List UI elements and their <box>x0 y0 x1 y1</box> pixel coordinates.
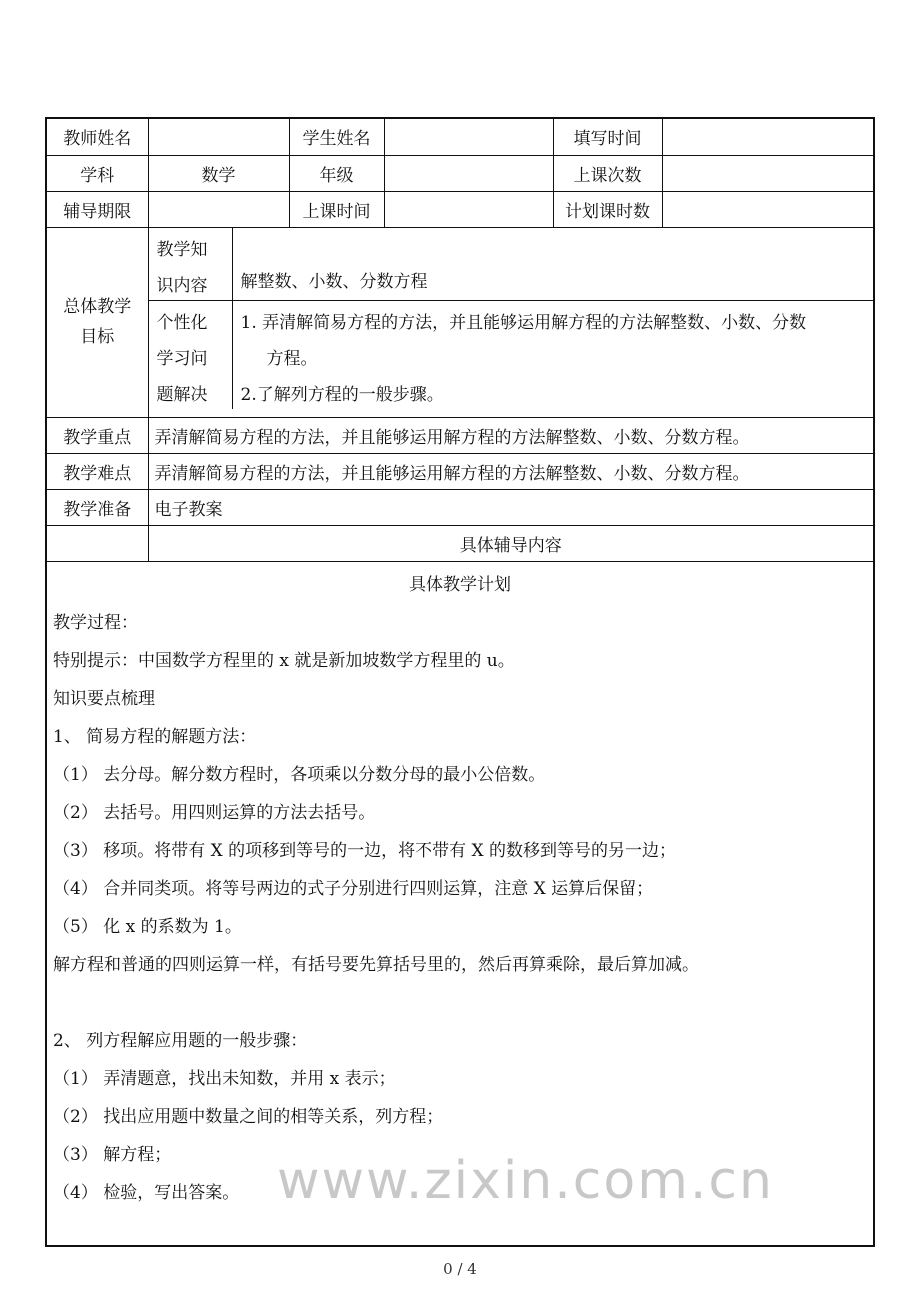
grade-label: 年级 <box>289 155 384 191</box>
difficulty-label: 教学难点 <box>47 453 148 489</box>
personal-item-1: 1. 弄清解简易方程的方法，并且能够运用解方程的方法解整数、小数、分数 <box>240 312 807 333</box>
key-point-label: 教学重点 <box>47 417 148 453</box>
personal-item-1-cont: 方程。 <box>266 348 318 369</box>
knowledge-row <box>149 228 874 301</box>
list-item: （2） 去括号。用四则运算的方法去括号。 <box>53 802 376 823</box>
header-table <box>47 119 873 562</box>
table-row <box>47 453 873 489</box>
knowledge-points-heading: 知识要点梳理 <box>53 688 155 709</box>
list-item: （4） 合并同类项。将等号两边的式子分别进行四则运算，注意 X 运算后保留； <box>53 878 654 899</box>
fill-time-value[interactable] <box>662 119 873 155</box>
teacher-name-label: 教师姓名 <box>47 119 148 155</box>
lesson-count-label: 上课次数 <box>553 155 662 191</box>
knowledge-label: 教学知识内容 <box>149 228 233 300</box>
period-value[interactable] <box>148 191 289 227</box>
goals-cell <box>148 227 873 417</box>
class-time-value[interactable] <box>384 191 553 227</box>
lesson-count-value[interactable] <box>662 155 873 191</box>
list-item: （5） 化 x 的系数为 1。 <box>53 916 242 937</box>
personal-text <box>233 301 874 417</box>
section-1-heading: 1、 简易方程的解题方法： <box>53 726 257 747</box>
difficulty-text: 弄清解简易方程的方法，并且能够运用解方程的方法解整数、小数、分数方程。 <box>148 453 873 489</box>
plan-tip: 特别提示：中国数学方程里的 x 就是新加坡数学方程里的 u。 <box>53 650 515 671</box>
list-item: （1） 弄清题意，找出未知数，并用 x 表示； <box>53 1068 396 1089</box>
personal-row <box>149 301 874 417</box>
watermark: www.zixin.com.cn <box>277 1150 774 1211</box>
key-point-text: 弄清解简易方程的方法，并且能够运用解方程的方法解整数、小数、分数方程。 <box>148 417 873 453</box>
student-name-label: 学生姓名 <box>289 119 384 155</box>
goals-label-text: 总体教学目标 <box>63 297 132 347</box>
content-header-blank <box>47 525 148 561</box>
list-item: （2） 找出应用题中数量之间的相等关系，列方程； <box>53 1106 444 1127</box>
personal-label: 个性化学习问题解决 <box>149 301 233 409</box>
personal-item-2: 2.了解列方程的一般步骤。 <box>240 384 444 405</box>
planned-hours-label: 计划课时数 <box>553 191 662 227</box>
lesson-plan-sheet <box>45 117 875 1247</box>
table-row <box>47 191 873 227</box>
teacher-name-value[interactable] <box>148 119 289 155</box>
prep-text: 电子教案 <box>148 489 873 525</box>
table-row <box>47 417 873 453</box>
student-name-value[interactable] <box>384 119 553 155</box>
period-label: 辅导期限 <box>47 191 148 227</box>
content-header: 具体辅导内容 <box>148 525 873 561</box>
section-1-note: 解方程和普通的四则运算一样，有括号要先算括号里的，然后再算乘除，最后算加减。 <box>53 954 699 975</box>
knowledge-text: 解整数、小数、分数方程 <box>240 271 428 292</box>
list-item: （3） 解方程； <box>53 1144 172 1165</box>
plan-process: 教学过程： <box>53 612 138 633</box>
table-row <box>47 119 873 155</box>
subject-value: 数学 <box>148 155 289 191</box>
list-item: （1） 去分母。解分数方程时，各项乘以分数分母的最小公倍数。 <box>53 764 546 785</box>
subject-label: 学科 <box>47 155 148 191</box>
plan-title: 具体教学计划 <box>409 574 511 595</box>
list-item: （4） 检验，写出答案。 <box>53 1182 240 1203</box>
table-row <box>47 227 873 417</box>
page-number: 0 / 4 <box>443 1260 477 1278</box>
fill-time-label: 填写时间 <box>553 119 662 155</box>
prep-label: 教学准备 <box>47 489 148 525</box>
goals-label <box>47 227 148 417</box>
planned-hours-value[interactable] <box>662 191 873 227</box>
section-2-heading: 2、 列方程解应用题的一般步骤： <box>53 1030 308 1051</box>
list-item: （3） 移项。将带有 X 的项移到等号的一边，将不带有 X 的数移到等号的另一边； <box>53 840 677 861</box>
table-row <box>47 489 873 525</box>
table-row <box>47 155 873 191</box>
table-row <box>47 525 873 561</box>
grade-value[interactable] <box>384 155 553 191</box>
plan-body <box>47 562 873 1216</box>
class-time-label: 上课时间 <box>289 191 384 227</box>
